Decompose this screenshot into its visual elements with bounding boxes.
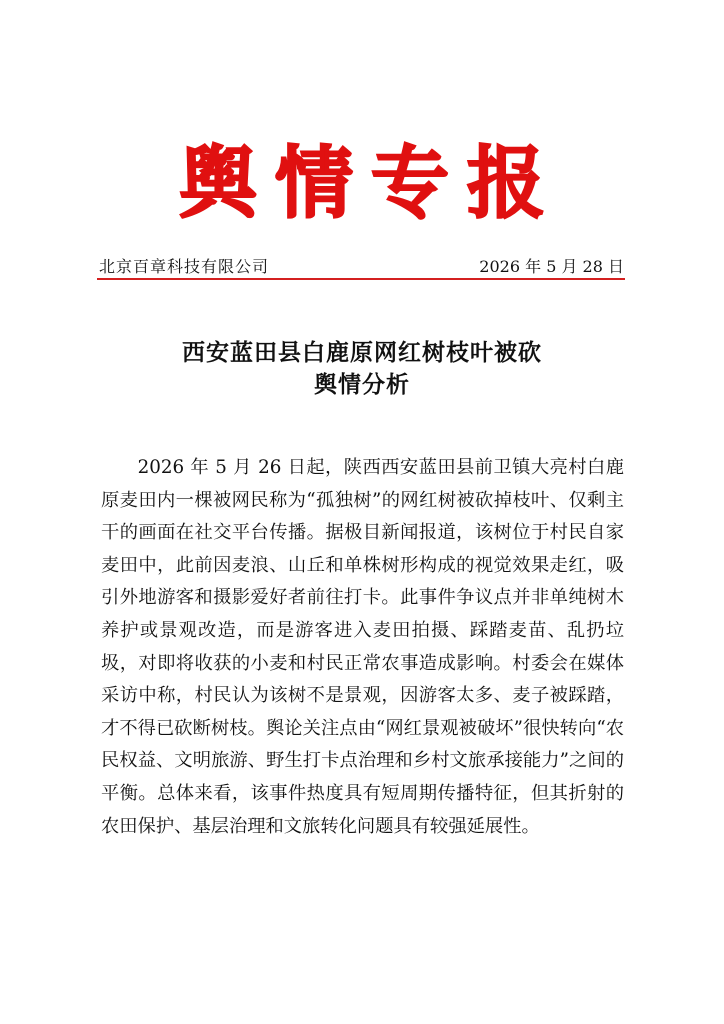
body-paragraph: 2026 年 5 月 26 日起，陕西西安蓝田县前卫镇大亮村白鹿原麦田内一棵被网民称为“孤独树”的网红树被砍掉枝叶、仅剩主干的画面在社交平台传播。据极目新闻报道，该树位于村民自家麦田中，此前因麦浪、山丘和单株树形构成的视觉效果走红，吸引外地游客和摄影爱好者前往打卡。此事件争议点并非单纯树木养护或景观改造，而是游客进入麦田拍摄、踩踏麦苗、乱扔垃圾，对即将收获的小麦和村民正常农事造成影响。村委会在媒体采访中称，村民认为该树不是景观，因游客太多、麦子被踩踏，才不得已砍断树枝。舆论关注点由“网红景观被破坏”很快转向“农民权益、文明旅游、野生打卡点治理和乡村文旅承接能力”之间的平衡。总体来看，该事件热度具有短周期传播特征，但其折射的农田保护、基层治理和文旅转化问题具有较强延展性。	[101, 457, 624, 837]
company-name: 北京百章科技有限公司	[99, 257, 270, 276]
document-header	[99, 254, 624, 280]
header-divider	[97, 278, 625, 280]
report-title	[0, 337, 724, 401]
masthead-title: 舆情专报	[178, 138, 563, 229]
report-title-line-1: 西安蓝田县白鹿原网红树枝叶被砍	[182, 339, 542, 366]
report-title-line-2: 舆情分析	[314, 371, 410, 398]
document-date: 2026 年 5 月 28 日	[479, 257, 624, 276]
